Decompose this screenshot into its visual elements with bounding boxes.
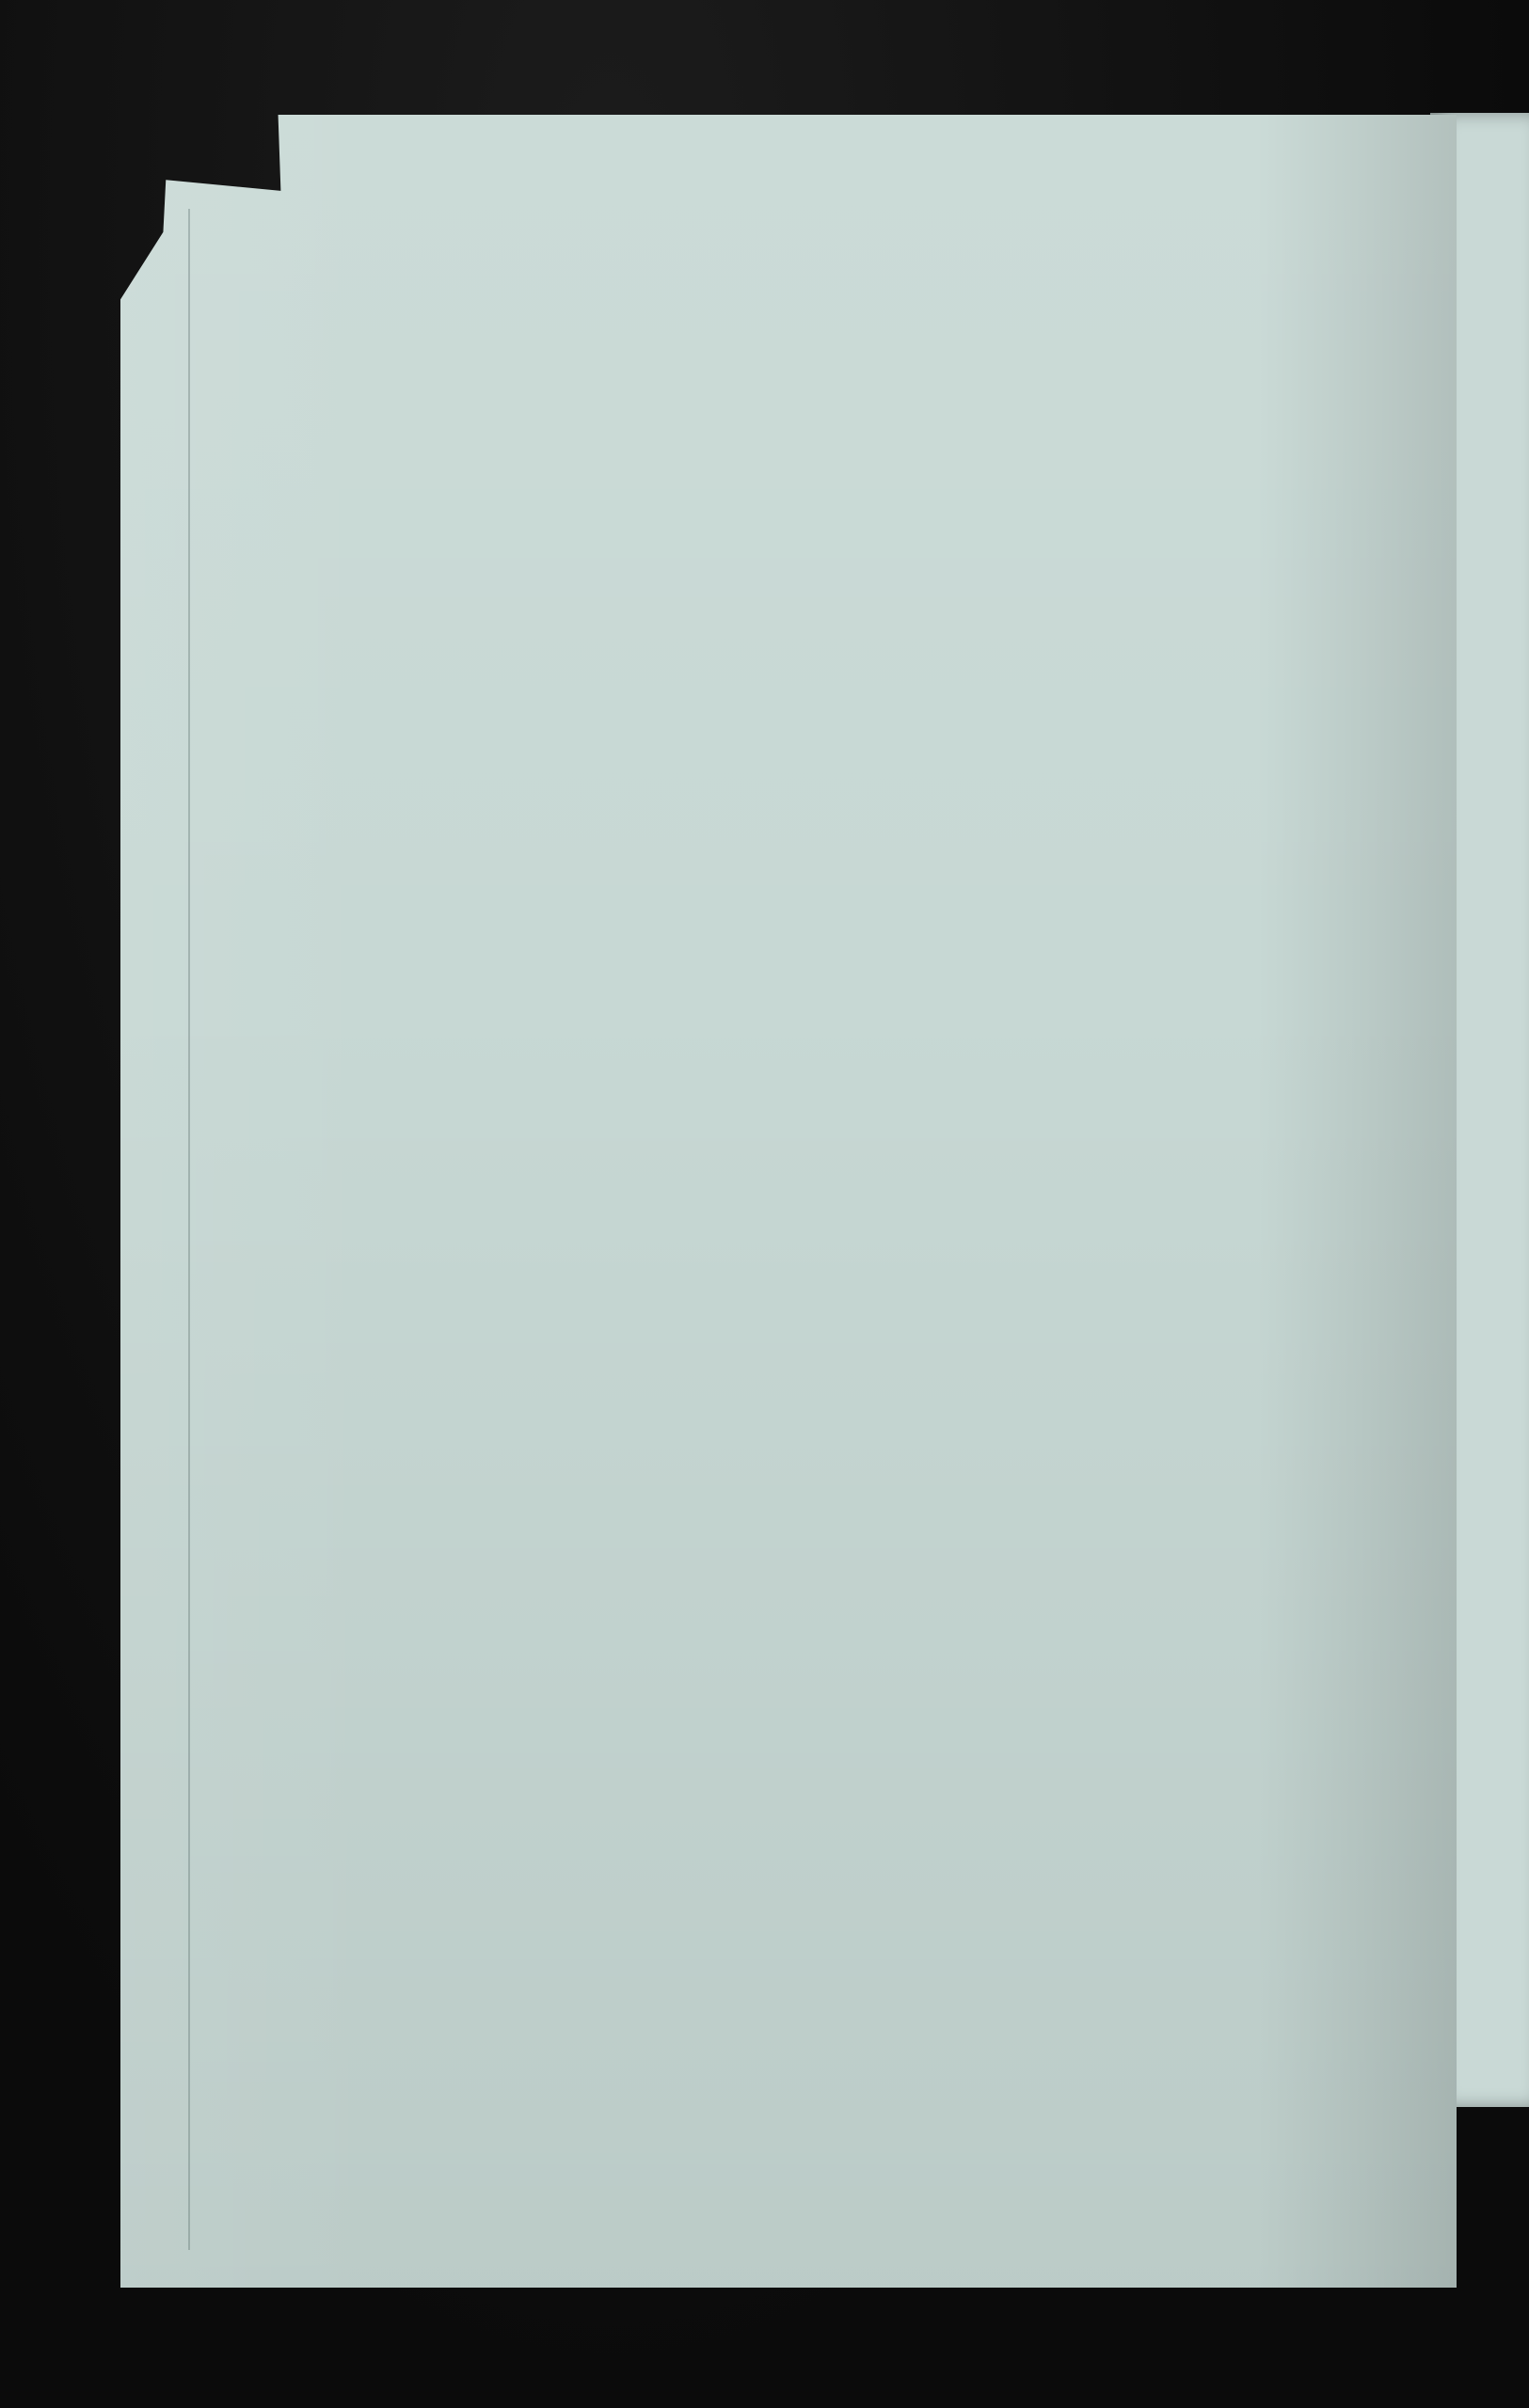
book-page	[120, 115, 1457, 2288]
page-shading	[120, 115, 1457, 2288]
page-fold	[188, 209, 190, 2250]
